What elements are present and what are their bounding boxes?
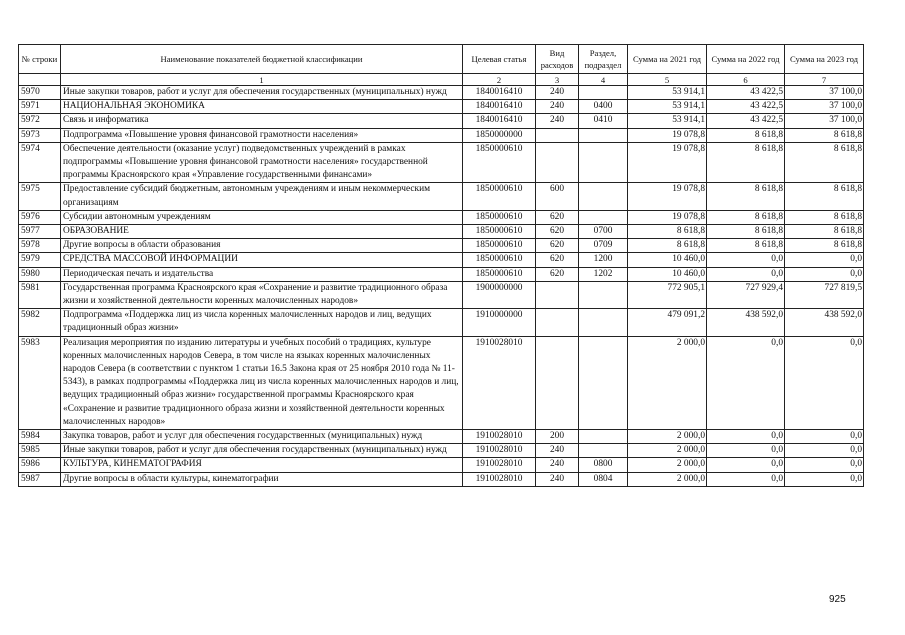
table-row bbox=[19, 472, 864, 486]
table-body bbox=[19, 86, 864, 487]
row-name: ОБРАЗОВАНИЕ bbox=[61, 225, 463, 239]
table-row bbox=[19, 183, 864, 210]
row-exp-type: 240 bbox=[536, 458, 579, 472]
row-section: 0400 bbox=[579, 100, 628, 114]
table-row bbox=[19, 100, 864, 114]
header-sum-2021: Сумма на 2021 год bbox=[628, 45, 707, 74]
row-number: 5975 bbox=[19, 183, 61, 210]
row-target: 1850000610 bbox=[463, 142, 536, 183]
header-row-no: № строки bbox=[19, 45, 61, 74]
row-sum-2023: 0,0 bbox=[785, 472, 864, 486]
row-sum-2021: 53 914,1 bbox=[628, 86, 707, 100]
row-name: Реализация мероприятия по изданию литературы и учебных пособий о традициях, культуре коренных малочисленных народов Севера, в том числе на языках коренных малочисленных народов Севера (в соответствии с пунктом 1 статьи 16.5 Закона края от 25 ноября 2010 года № 11-5343), в рамках подпрограммы «Поддержка лиц из числа коренных малочисленных народов и лиц, ведущих традиционный образ жизни» государственной программы Красноярского края «Сохранение и развитие традиционного образа жизни и хозяйственной деятельности коренных малочисленных народов» bbox=[61, 336, 463, 429]
row-number: 5986 bbox=[19, 458, 61, 472]
row-target: 1840016410 bbox=[463, 86, 536, 100]
row-exp-type: 240 bbox=[536, 472, 579, 486]
row-section bbox=[579, 183, 628, 210]
row-number: 5977 bbox=[19, 225, 61, 239]
row-target: 1910028010 bbox=[463, 458, 536, 472]
row-section bbox=[579, 444, 628, 458]
row-exp-type: 240 bbox=[536, 114, 579, 128]
row-section bbox=[579, 430, 628, 444]
row-number: 5980 bbox=[19, 267, 61, 281]
table-row bbox=[19, 336, 864, 429]
row-sum-2023: 0,0 bbox=[785, 444, 864, 458]
row-exp-type: 200 bbox=[536, 430, 579, 444]
row-sum-2021: 19 078,8 bbox=[628, 210, 707, 224]
row-sum-2023: 727 819,5 bbox=[785, 281, 864, 308]
row-exp-type: 620 bbox=[536, 253, 579, 267]
row-sum-2023: 8 618,8 bbox=[785, 239, 864, 253]
row-section: 0800 bbox=[579, 458, 628, 472]
row-number: 5987 bbox=[19, 472, 61, 486]
header-exp-type: Вид расходов bbox=[536, 45, 579, 74]
row-sum-2023: 37 100,0 bbox=[785, 114, 864, 128]
row-target: 1850000000 bbox=[463, 128, 536, 142]
row-section bbox=[579, 142, 628, 183]
table-row bbox=[19, 239, 864, 253]
row-section bbox=[579, 210, 628, 224]
row-target: 1850000610 bbox=[463, 225, 536, 239]
row-number: 5979 bbox=[19, 253, 61, 267]
row-sum-2021: 10 460,0 bbox=[628, 267, 707, 281]
row-target: 1910028010 bbox=[463, 472, 536, 486]
row-sum-2023: 8 618,8 bbox=[785, 128, 864, 142]
column-number: 6 bbox=[707, 74, 785, 86]
row-name: Другие вопросы в области культуры, кинематографии bbox=[61, 472, 463, 486]
row-sum-2023: 0,0 bbox=[785, 253, 864, 267]
row-sum-2022: 0,0 bbox=[707, 430, 785, 444]
row-sum-2022: 8 618,8 bbox=[707, 225, 785, 239]
table-row bbox=[19, 128, 864, 142]
row-section: 0410 bbox=[579, 114, 628, 128]
row-exp-type: 620 bbox=[536, 267, 579, 281]
budget-table bbox=[18, 44, 864, 487]
table-row bbox=[19, 444, 864, 458]
row-target: 1850000610 bbox=[463, 183, 536, 210]
row-sum-2022: 8 618,8 bbox=[707, 142, 785, 183]
row-sum-2022: 8 618,8 bbox=[707, 210, 785, 224]
row-section: 0709 bbox=[579, 239, 628, 253]
table-row bbox=[19, 86, 864, 100]
column-number bbox=[19, 74, 61, 86]
column-number: 4 bbox=[579, 74, 628, 86]
row-section bbox=[579, 336, 628, 429]
column-number-row bbox=[19, 74, 864, 86]
row-exp-type: 600 bbox=[536, 183, 579, 210]
row-sum-2021: 53 914,1 bbox=[628, 114, 707, 128]
column-number: 5 bbox=[628, 74, 707, 86]
row-sum-2022: 43 422,5 bbox=[707, 86, 785, 100]
row-target: 1910000000 bbox=[463, 309, 536, 336]
row-target: 1910028010 bbox=[463, 336, 536, 429]
row-name: Субсидии автономным учреждениям bbox=[61, 210, 463, 224]
row-target: 1850000610 bbox=[463, 253, 536, 267]
row-name: Связь и информатика bbox=[61, 114, 463, 128]
row-number: 5983 bbox=[19, 336, 61, 429]
row-sum-2023: 0,0 bbox=[785, 430, 864, 444]
row-name: НАЦИОНАЛЬНАЯ ЭКОНОМИКА bbox=[61, 100, 463, 114]
table-row bbox=[19, 458, 864, 472]
row-sum-2021: 8 618,8 bbox=[628, 225, 707, 239]
row-sum-2022: 43 422,5 bbox=[707, 114, 785, 128]
row-name: Иные закупки товаров, работ и услуг для обеспечения государственных (муниципальных) нужд bbox=[61, 86, 463, 100]
column-number: 7 bbox=[785, 74, 864, 86]
row-sum-2021: 2 000,0 bbox=[628, 472, 707, 486]
row-section bbox=[579, 281, 628, 308]
row-sum-2022: 727 929,4 bbox=[707, 281, 785, 308]
header-sum-2022: Сумма на 2022 год bbox=[707, 45, 785, 74]
table-row bbox=[19, 225, 864, 239]
row-target: 1900000000 bbox=[463, 281, 536, 308]
header-target: Целевая статья bbox=[463, 45, 536, 74]
row-sum-2023: 438 592,0 bbox=[785, 309, 864, 336]
row-section: 0700 bbox=[579, 225, 628, 239]
row-target: 1840016410 bbox=[463, 114, 536, 128]
row-name: Закупка товаров, работ и услуг для обеспечения государственных (муниципальных) нужд bbox=[61, 430, 463, 444]
header-section: Раздел, подраздел bbox=[579, 45, 628, 74]
table-row bbox=[19, 253, 864, 267]
row-name: Иные закупки товаров, работ и услуг для обеспечения государственных (муниципальных) нужд bbox=[61, 444, 463, 458]
row-exp-type bbox=[536, 309, 579, 336]
page-number: 925 bbox=[829, 594, 846, 605]
header-name: Наименование показателей бюджетной классификации bbox=[61, 45, 463, 74]
table-header-row bbox=[19, 45, 864, 74]
row-sum-2021: 8 618,8 bbox=[628, 239, 707, 253]
row-sum-2022: 0,0 bbox=[707, 253, 785, 267]
row-number: 5974 bbox=[19, 142, 61, 183]
row-sum-2021: 2 000,0 bbox=[628, 430, 707, 444]
row-sum-2022: 0,0 bbox=[707, 458, 785, 472]
row-sum-2021: 10 460,0 bbox=[628, 253, 707, 267]
row-sum-2022: 0,0 bbox=[707, 472, 785, 486]
column-number: 3 bbox=[536, 74, 579, 86]
table-row bbox=[19, 281, 864, 308]
row-section bbox=[579, 309, 628, 336]
row-section: 0804 bbox=[579, 472, 628, 486]
budget-table-sheet bbox=[18, 44, 863, 487]
row-name: Обеспечение деятельности (оказание услуг) подведомственных учреждений в рамках подпрограммы «Повышение уровня финансовой грамотности населения» государственной программы Красноярского края «Управление государственными финансами» bbox=[61, 142, 463, 183]
row-sum-2023: 37 100,0 bbox=[785, 100, 864, 114]
row-section bbox=[579, 86, 628, 100]
row-sum-2022: 438 592,0 bbox=[707, 309, 785, 336]
row-number: 5976 bbox=[19, 210, 61, 224]
row-sum-2023: 37 100,0 bbox=[785, 86, 864, 100]
row-number: 5984 bbox=[19, 430, 61, 444]
row-name: Подпрограмма «Поддержка лиц из числа коренных малочисленных народов и лиц, ведущих традиционный образ жизни» bbox=[61, 309, 463, 336]
row-sum-2021: 2 000,0 bbox=[628, 336, 707, 429]
row-exp-type bbox=[536, 336, 579, 429]
row-section: 1200 bbox=[579, 253, 628, 267]
row-section bbox=[579, 128, 628, 142]
row-section: 1202 bbox=[579, 267, 628, 281]
row-number: 5981 bbox=[19, 281, 61, 308]
row-number: 5978 bbox=[19, 239, 61, 253]
row-sum-2022: 0,0 bbox=[707, 267, 785, 281]
row-sum-2022: 8 618,8 bbox=[707, 128, 785, 142]
row-exp-type: 620 bbox=[536, 239, 579, 253]
table-row bbox=[19, 267, 864, 281]
row-sum-2023: 0,0 bbox=[785, 336, 864, 429]
row-target: 1910028010 bbox=[463, 430, 536, 444]
row-target: 1910028010 bbox=[463, 444, 536, 458]
row-name: Другие вопросы в области образования bbox=[61, 239, 463, 253]
row-number: 5982 bbox=[19, 309, 61, 336]
row-exp-type: 240 bbox=[536, 86, 579, 100]
row-sum-2021: 2 000,0 bbox=[628, 458, 707, 472]
row-exp-type: 620 bbox=[536, 225, 579, 239]
row-number: 5970 bbox=[19, 86, 61, 100]
row-name: Подпрограмма «Повышение уровня финансовой грамотности населения» bbox=[61, 128, 463, 142]
row-exp-type bbox=[536, 142, 579, 183]
row-name: Государственная программа Красноярского края «Сохранение и развитие традиционного образа жизни и хозяйственной деятельности коренных малочисленных народов» bbox=[61, 281, 463, 308]
row-sum-2022: 0,0 bbox=[707, 336, 785, 429]
row-exp-type: 620 bbox=[536, 210, 579, 224]
row-target: 1840016410 bbox=[463, 100, 536, 114]
table-row bbox=[19, 309, 864, 336]
row-name: Предоставление субсидий бюджетным, автономным учреждениям и иным некоммерческим организациям bbox=[61, 183, 463, 210]
row-target: 1850000610 bbox=[463, 210, 536, 224]
row-target: 1850000610 bbox=[463, 267, 536, 281]
row-name: Периодическая печать и издательства bbox=[61, 267, 463, 281]
row-sum-2023: 8 618,8 bbox=[785, 142, 864, 183]
row-sum-2023: 8 618,8 bbox=[785, 183, 864, 210]
row-target: 1850000610 bbox=[463, 239, 536, 253]
row-sum-2023: 8 618,8 bbox=[785, 210, 864, 224]
column-number: 1 bbox=[61, 74, 463, 86]
row-sum-2021: 19 078,8 bbox=[628, 183, 707, 210]
row-number: 5971 bbox=[19, 100, 61, 114]
row-sum-2023: 8 618,8 bbox=[785, 225, 864, 239]
row-number: 5972 bbox=[19, 114, 61, 128]
row-sum-2023: 0,0 bbox=[785, 458, 864, 472]
row-sum-2023: 0,0 bbox=[785, 267, 864, 281]
row-sum-2022: 8 618,8 bbox=[707, 183, 785, 210]
table-row bbox=[19, 210, 864, 224]
row-number: 5985 bbox=[19, 444, 61, 458]
row-name: СРЕДСТВА МАССОВОЙ ИНФОРМАЦИИ bbox=[61, 253, 463, 267]
row-sum-2021: 19 078,8 bbox=[628, 142, 707, 183]
table-row bbox=[19, 430, 864, 444]
row-exp-type bbox=[536, 281, 579, 308]
row-sum-2022: 43 422,5 bbox=[707, 100, 785, 114]
row-sum-2021: 53 914,1 bbox=[628, 100, 707, 114]
row-sum-2021: 772 905,1 bbox=[628, 281, 707, 308]
table-row bbox=[19, 114, 864, 128]
column-number: 2 bbox=[463, 74, 536, 86]
row-sum-2021: 2 000,0 bbox=[628, 444, 707, 458]
header-sum-2023: Сумма на 2023 год bbox=[785, 45, 864, 74]
row-exp-type bbox=[536, 128, 579, 142]
row-sum-2021: 19 078,8 bbox=[628, 128, 707, 142]
row-sum-2022: 8 618,8 bbox=[707, 239, 785, 253]
row-number: 5973 bbox=[19, 128, 61, 142]
table-row bbox=[19, 142, 864, 183]
row-name: КУЛЬТУРА, КИНЕМАТОГРАФИЯ bbox=[61, 458, 463, 472]
row-exp-type: 240 bbox=[536, 444, 579, 458]
row-exp-type: 240 bbox=[536, 100, 579, 114]
row-sum-2022: 0,0 bbox=[707, 444, 785, 458]
row-sum-2021: 479 091,2 bbox=[628, 309, 707, 336]
